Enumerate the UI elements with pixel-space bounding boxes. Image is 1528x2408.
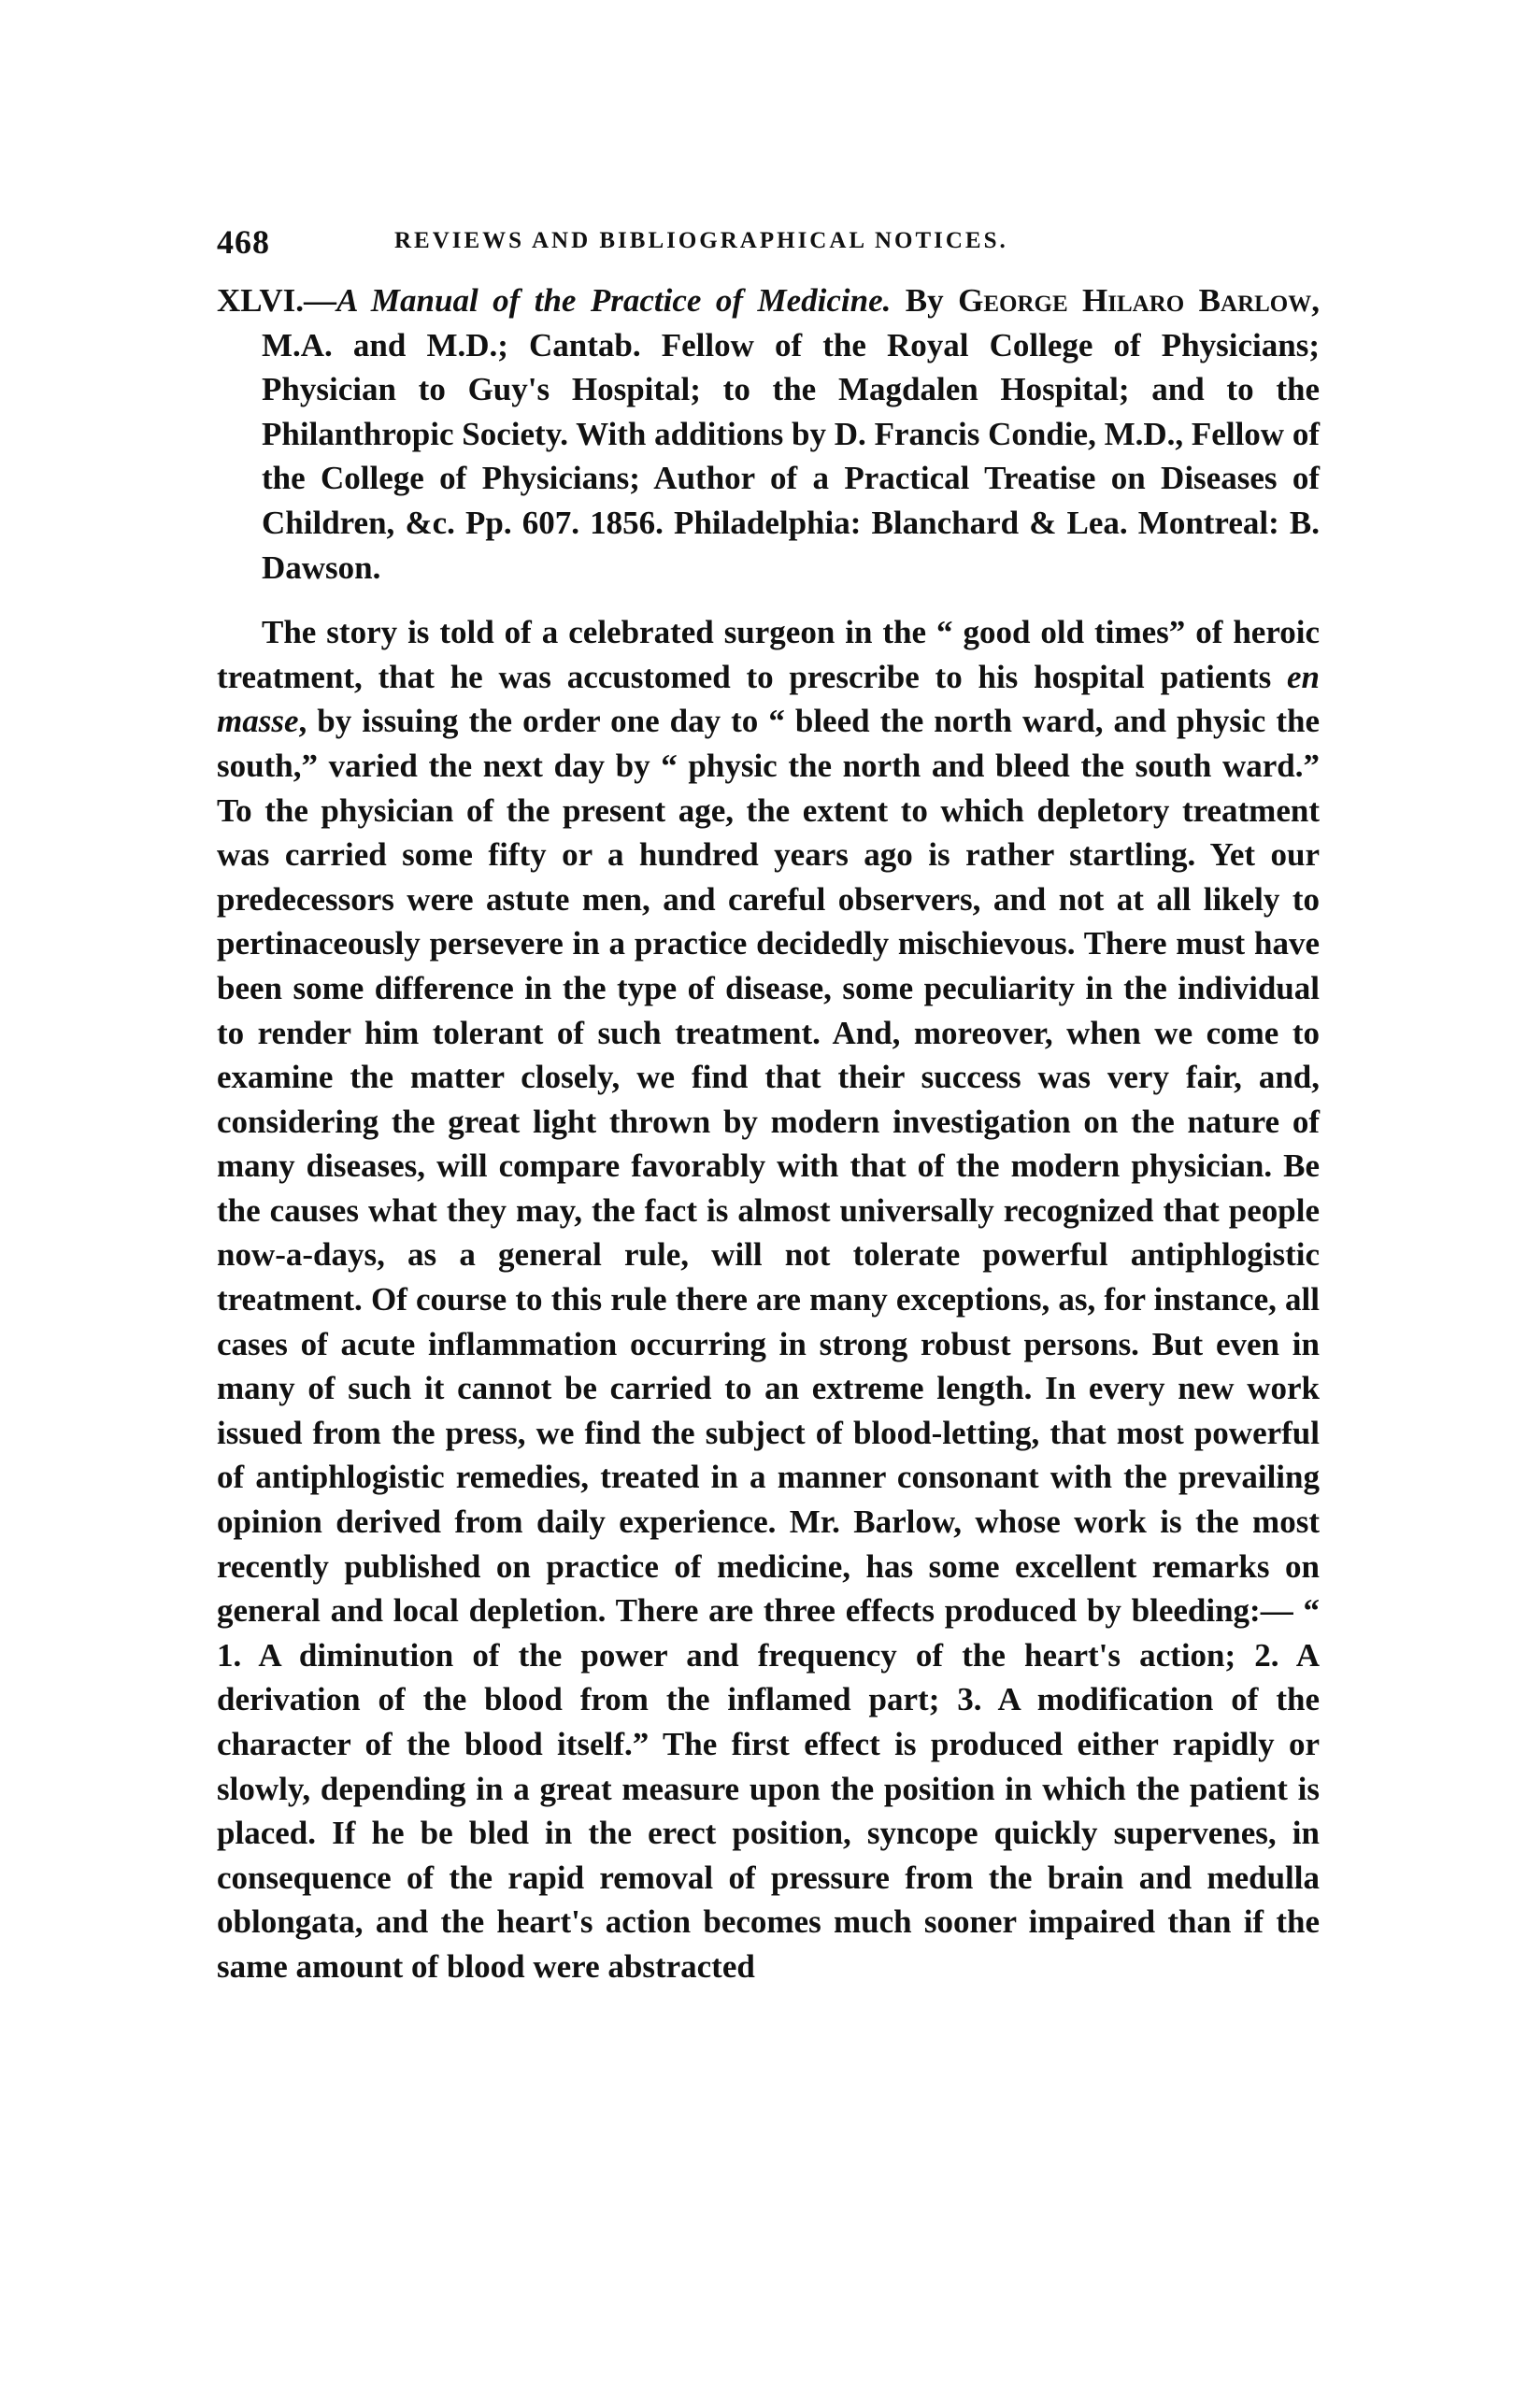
body-text-rest: , by issuing the order one day to “ bleed the north ward, and physic the south,” varied the next day by “ physic the north and bleed the south ward.” To the physician of the present age, the extent to which depletory treatment was carried some fifty or a hundred years ago is rather startling. Yet our predecessors were astute men, and careful observers, and not at all likely to pertinaceously persevere in a practice decidedly mischievous. There must have been some difference in the type of disease, some peculiarity in the individual to render him tolerant of such treatment. And, moreover, when we come to examine the matter closely, we find that their success was very fair, and, considering the great light thrown by modern investigation on the nature of many diseases, will compare favorably with that of the modern physician. Be the causes what they may, the fact is almost universally recognized that people now-a-days, as a general rule, will not tolerate powerful antiphlogistic treatment. Of course to this rule there are many exceptions, as, for instance, all cases of acute inflammation occurring in strong robust persons. But even in many of such it cannot be carried to an extreme length. In every new work issued from the press, we find the subject of blood-letting, that most powerful of antiphlogistic remedies, treated in a manner consonant with the prevailing opinion derived from daily experience. Mr. Barlow, whose work is the most recently published on practice of medicine, has some excellent remarks on general and local depletion. There are three effects produced by bleeding:— “ 1. A diminution of the power and frequency of the heart's action; 2. A derivation of the blood from the inflamed part; 3. A modification of the character of the blood itself.” The first effect is produced either rapidly or slowly, depending in a great measure upon the position in which the patient is placed. If he be bled in the erect position, syncope quickly supervenes, in consequence of the rapid removal of pressure from the brain and medulla oblongata, and the heart's action becomes much sooner impaired than if the same amount of blood were abstracted [217,703,1320,1985]
page-number: 468 [217,223,270,261]
work-title: A Manual of the Practice of Medicine. [336,282,892,319]
review-number: XLVI.— [217,282,337,319]
review-heading [217,278,1320,590]
text-block [217,278,1320,1989]
author-credentials: , M.A. and M.D.; Cantab. Fellow of the Royal College of Physicians; Physician to Guy's Hospital; to the Magdalen Hospital; and to the Philanthropic Society. With additions by D. Francis Condie, M.D., Fellow of the College of Physicians; Author of a Practical Treatise on Diseases of Children, &c. Pp. 607. 1856. Philadelphia: Blanchard & Lea. Montreal: B. Dawson. [262,282,1320,586]
body-text-start: The story is told of a celebrated surgeon in the “ good old times” of heroic treatment, that he was accustomed to prescribe to his hospital patients [217,614,1320,695]
running-title: REVIEWS AND BIBLIOGRAPHICAL NOTICES. [394,228,1008,253]
author-name: George Hilaro Barlow [958,282,1312,319]
running-head [217,222,1320,260]
body-paragraph [217,610,1320,1988]
foreign-phrase: en masse [217,658,1320,740]
by-word: By [891,282,959,319]
